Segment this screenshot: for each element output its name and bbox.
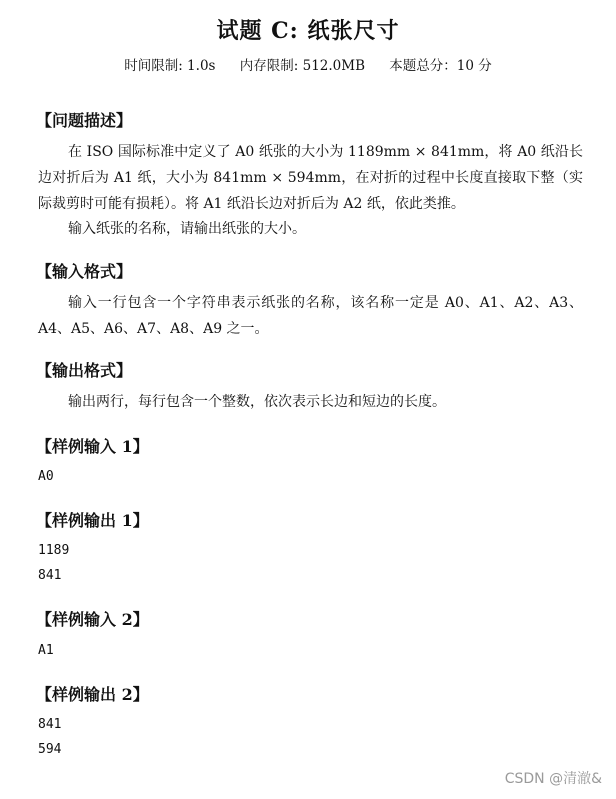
sample-output-2-line-2: 594 [38, 742, 62, 757]
input-format-paragraph: 输入一行包含一个字符串表示纸张的名称，该名称一定是 A0、A1、A2、A3、A4、A5、A6、A7、A8、A9 之一。 [38, 295, 583, 337]
sample-output-1-heading: 【样例输出 1】 [36, 511, 149, 530]
memory-limit: 内存限制: 512.0MB [239, 58, 365, 74]
problem-meta [0, 54, 616, 74]
description-paragraph-1: 在 ISO 国际标准中定义了 A0 纸张的大小为 1189mm × 841mm，将 A0 纸沿长边对折后为 A1 纸，大小为 841mm × 594mm，在对折的过程中长度直接取下整（实际裁剪时可能有损耗）。将 A1 纸沿长边对折后为 A2 纸，依此类推。 [38, 144, 583, 212]
time-limit: 时间限制: 1.0s [124, 58, 216, 74]
sample-input-2-heading: 【样例输入 2】 [36, 610, 149, 629]
sample-input-1-heading: 【样例输入 1】 [36, 437, 149, 456]
csdn-watermark: CSDN @清澈& [504, 771, 602, 787]
sample-output-2-line-1: 841 [38, 717, 62, 732]
description-heading: 【问题描述】 [36, 111, 133, 130]
sample-input-1: A0 [38, 469, 54, 484]
sample-output-1-line-2: 841 [38, 568, 62, 583]
output-format-heading: 【输出格式】 [36, 361, 133, 380]
problem-title: 试题 C: 纸张尺寸 [216, 18, 400, 44]
input-format-heading: 【输入格式】 [36, 262, 133, 281]
sample-output-1-line-1: 1189 [38, 543, 70, 558]
total-score: 本题总分：10 分 [389, 58, 492, 74]
output-format-paragraph: 输出两行，每行包含一个整数，依次表示长边和短边的长度。 [68, 394, 446, 410]
sample-input-2: A1 [38, 643, 54, 658]
sample-output-2-heading: 【样例输出 2】 [36, 685, 149, 704]
description-paragraph-2: 输入纸张的名称，请输出纸张的大小。 [68, 221, 306, 237]
